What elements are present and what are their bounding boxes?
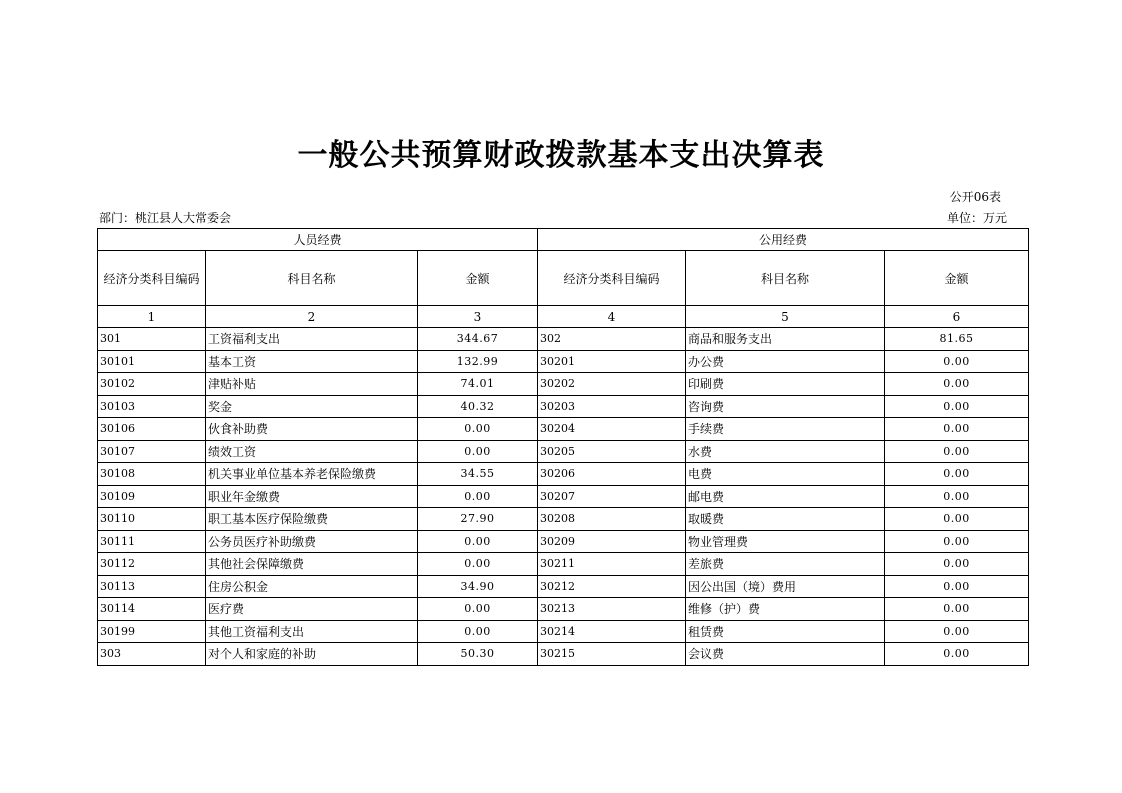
expense-name-cell: 绩效工资 (206, 440, 418, 463)
form-number: 公开06表 (949, 190, 1001, 204)
table-row (98, 643, 1029, 666)
col-number: 6 (885, 306, 1029, 328)
expense-code-cell: 30208 (538, 508, 686, 531)
expense-code-cell: 30207 (538, 485, 686, 508)
table-row (98, 440, 1029, 463)
amount-cell: 74.01 (418, 373, 538, 396)
amount-cell: 0.00 (885, 440, 1029, 463)
amount-cell: 0.00 (418, 440, 538, 463)
amount-cell: 0.00 (885, 508, 1029, 531)
amount-cell: 81.65 (885, 328, 1029, 351)
table-row (98, 395, 1029, 418)
expense-name-cell: 住房公积金 (206, 575, 418, 598)
expense-name-cell: 机关事业单位基本养老保险缴费 (206, 463, 418, 486)
expense-code-cell: 301 (98, 328, 206, 351)
expense-code-cell: 30106 (98, 418, 206, 441)
page-title: 一般公共预算财政拨款基本支出决算表 (297, 138, 825, 173)
amount-cell: 0.00 (418, 598, 538, 621)
table-row (98, 418, 1029, 441)
amount-cell: 0.00 (885, 575, 1029, 598)
col-header-code-2: 经济分类科目编码 (538, 251, 686, 306)
amount-cell: 0.00 (885, 553, 1029, 576)
table-row (98, 620, 1029, 643)
expense-name-cell: 电费 (686, 463, 885, 486)
amount-cell: 40.32 (418, 395, 538, 418)
table-row (98, 553, 1029, 576)
expense-code-cell: 30108 (98, 463, 206, 486)
table-row (98, 328, 1029, 351)
amount-cell: 0.00 (885, 373, 1029, 396)
amount-cell: 0.00 (418, 418, 538, 441)
expense-code-cell: 30114 (98, 598, 206, 621)
expense-name-cell: 医疗费 (206, 598, 418, 621)
expense-code-cell: 30203 (538, 395, 686, 418)
amount-cell: 0.00 (885, 620, 1029, 643)
expense-name-cell: 对个人和家庭的补助 (206, 643, 418, 666)
expense-name-cell: 手续费 (686, 418, 885, 441)
table-row (98, 373, 1029, 396)
amount-cell: 34.55 (418, 463, 538, 486)
amount-cell: 0.00 (885, 350, 1029, 373)
expense-name-cell: 工资福利支出 (206, 328, 418, 351)
amount-cell: 0.00 (885, 598, 1029, 621)
expense-name-cell: 咨询费 (686, 395, 885, 418)
col-header-amount: 金额 (418, 251, 538, 306)
expense-name-cell: 伙食补助费 (206, 418, 418, 441)
amount-cell: 0.00 (418, 485, 538, 508)
expense-code-cell: 30205 (538, 440, 686, 463)
expense-code-cell: 30213 (538, 598, 686, 621)
expense-code-cell: 30199 (98, 620, 206, 643)
column-header-row (98, 251, 1029, 306)
group-header-row (98, 229, 1029, 251)
expense-code-cell: 30107 (98, 440, 206, 463)
expense-name-cell: 津贴补贴 (206, 373, 418, 396)
table-row (98, 350, 1029, 373)
expense-code-cell: 302 (538, 328, 686, 351)
expense-code-cell: 30202 (538, 373, 686, 396)
amount-cell: 132.99 (418, 350, 538, 373)
amount-cell: 0.00 (885, 418, 1029, 441)
expense-code-cell: 30109 (98, 485, 206, 508)
unit-label: 单位：万元 (946, 211, 1007, 225)
expense-code-cell: 30110 (98, 508, 206, 531)
col-header-code: 经济分类科目编码 (98, 251, 206, 306)
col-number: 4 (538, 306, 686, 328)
expense-code-cell: 30112 (98, 553, 206, 576)
expense-code-cell: 30103 (98, 395, 206, 418)
expense-code-cell: 30209 (538, 530, 686, 553)
expense-name-cell: 其他社会保障缴费 (206, 553, 418, 576)
expense-name-cell: 基本工资 (206, 350, 418, 373)
col-number: 1 (98, 306, 206, 328)
expense-code-cell: 303 (98, 643, 206, 666)
col-header-name-2: 科目名称 (686, 251, 885, 306)
col-header-name: 科目名称 (206, 251, 418, 306)
expense-name-cell: 因公出国（境）费用 (686, 575, 885, 598)
col-header-amount-2: 金额 (885, 251, 1029, 306)
table-row (98, 598, 1029, 621)
expense-name-cell: 取暖费 (686, 508, 885, 531)
expense-code-cell: 30212 (538, 575, 686, 598)
amount-cell: 0.00 (885, 485, 1029, 508)
expense-name-cell: 办公费 (686, 350, 885, 373)
group-public-header: 公用经费 (538, 229, 1029, 251)
expense-name-cell: 物业管理费 (686, 530, 885, 553)
expense-code-cell: 30204 (538, 418, 686, 441)
expense-name-cell: 邮电费 (686, 485, 885, 508)
table-row (98, 485, 1029, 508)
amount-cell: 50.30 (418, 643, 538, 666)
expense-name-cell: 印刷费 (686, 373, 885, 396)
col-number: 5 (686, 306, 885, 328)
table-row (98, 530, 1029, 553)
expense-code-cell: 30113 (98, 575, 206, 598)
amount-cell: 0.00 (885, 463, 1029, 486)
expense-name-cell: 公务员医疗补助缴费 (206, 530, 418, 553)
expense-code-cell: 30111 (98, 530, 206, 553)
amount-cell: 0.00 (418, 620, 538, 643)
expense-code-cell: 30214 (538, 620, 686, 643)
group-personnel-header: 人员经费 (98, 229, 538, 251)
amount-cell: 27.90 (418, 508, 538, 531)
amount-cell: 0.00 (885, 395, 1029, 418)
col-number: 2 (206, 306, 418, 328)
expense-name-cell: 商品和服务支出 (686, 328, 885, 351)
expense-code-cell: 30101 (98, 350, 206, 373)
expense-code-cell: 30102 (98, 373, 206, 396)
expense-code-cell: 30215 (538, 643, 686, 666)
expense-name-cell: 奖金 (206, 395, 418, 418)
budget-table (97, 228, 1029, 666)
table-row (98, 575, 1029, 598)
amount-cell: 0.00 (885, 530, 1029, 553)
expense-name-cell: 会议费 (686, 643, 885, 666)
expense-name-cell: 职工基本医疗保险缴费 (206, 508, 418, 531)
expense-name-cell: 水费 (686, 440, 885, 463)
amount-cell: 0.00 (885, 643, 1029, 666)
col-number: 3 (418, 306, 538, 328)
amount-cell: 0.00 (418, 530, 538, 553)
expense-name-cell: 租赁费 (686, 620, 885, 643)
table-row (98, 508, 1029, 531)
expense-name-cell: 其他工资福利支出 (206, 620, 418, 643)
expense-name-cell: 职业年金缴费 (206, 485, 418, 508)
expense-code-cell: 30206 (538, 463, 686, 486)
amount-cell: 34.90 (418, 575, 538, 598)
department-label: 部门：桃江县人大常委会 (99, 211, 232, 225)
expense-code-cell: 30201 (538, 350, 686, 373)
column-number-row (98, 306, 1029, 328)
amount-cell: 0.00 (418, 553, 538, 576)
table-row (98, 463, 1029, 486)
expense-name-cell: 差旅费 (686, 553, 885, 576)
expense-code-cell: 30211 (538, 553, 686, 576)
expense-name-cell: 维修（护）费 (686, 598, 885, 621)
amount-cell: 344.67 (418, 328, 538, 351)
